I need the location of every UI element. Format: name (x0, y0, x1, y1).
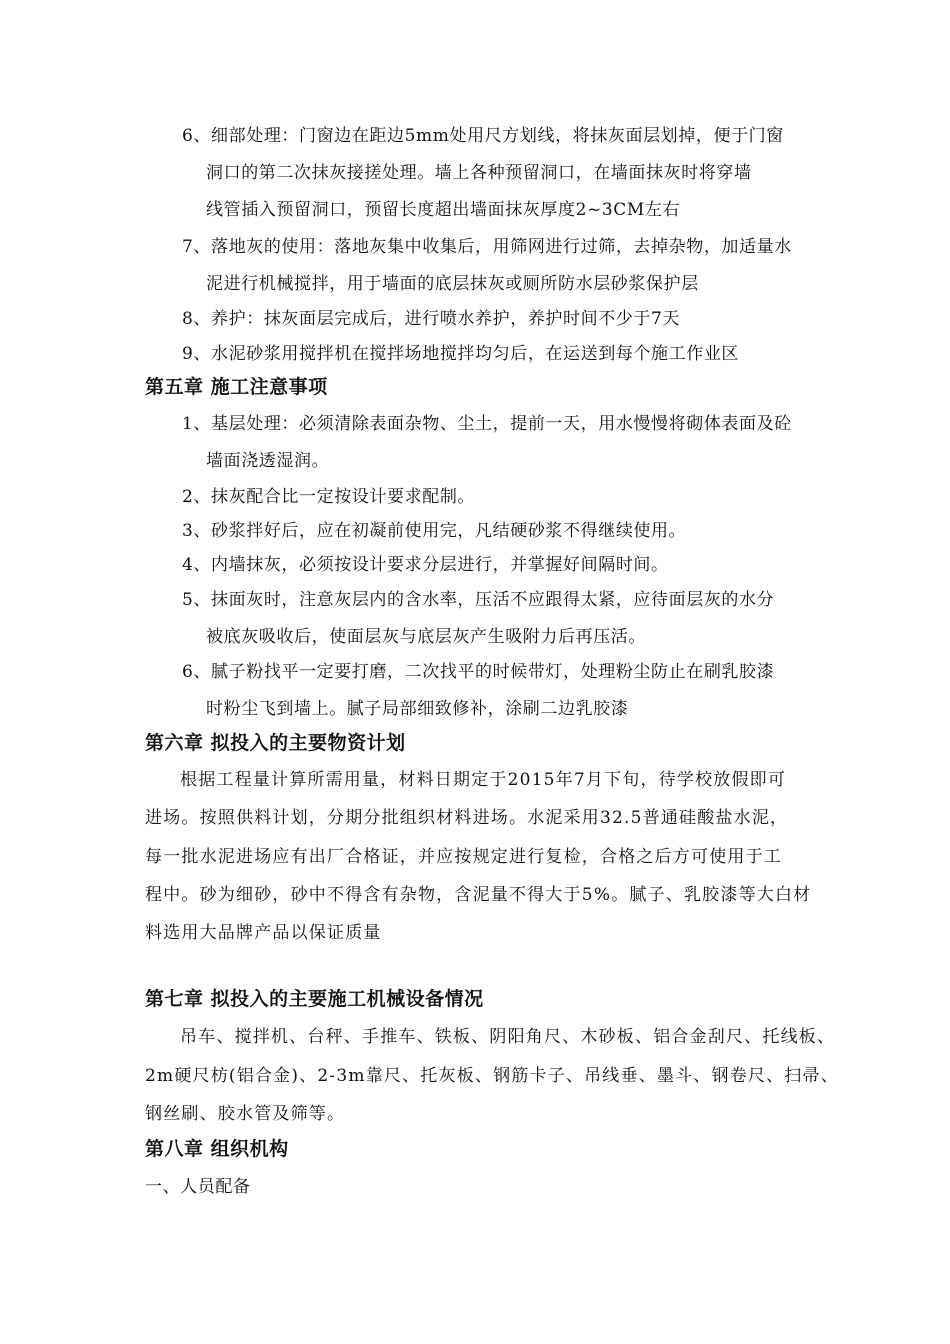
ch6-paragraph-line-3: 每一批水泥进场应有出厂合格证，并应按规定进行复检，合格之后方可使用于工 (145, 847, 782, 867)
ch6-paragraph-line-5: 料选用大品牌产品以保证质量 (145, 923, 382, 943)
ch5-item-5-line-1: 5、抹面灰时，注意灰层内的含水率，压活不应跟得太紧，应待面层灰的水分 (182, 590, 775, 610)
ch6-paragraph-line-1: 根据工程量计算所需用量，材料日期定于2015年7月下旬，待学校放假即可 (180, 770, 787, 790)
ch5-item-2: 2、抹灰配合比一定按设计要求配制。 (182, 487, 476, 507)
chapter-8-heading: 第八章 组织机构 (145, 1138, 289, 1160)
chapter-6-heading: 第六章 拟投入的主要物资计划 (145, 732, 406, 754)
ch5-item-5-line-2: 被底灰吸收后，使面层灰与底层灰产生吸附力后再压活。 (206, 627, 646, 647)
ch8-subheading: 一、人员配备 (145, 1177, 251, 1197)
ch5-item-1-line-2: 墙面浇透湿润。 (206, 451, 330, 471)
ch5-item-4: 4、内墙抹灰，必须按设计要求分层进行，并掌握好间隔时间。 (182, 555, 669, 575)
ch5-item-6-line-2: 时粉尘飞到墙上。腻子局部细致修补，涂刷二边乳胶漆 (206, 699, 629, 719)
ch4-item-7-line-1: 7、落地灰的使用：落地灰集中收集后，用筛网进行过筛，去掉杂物，加适量水 (182, 237, 792, 257)
ch5-item-6-line-1: 6、腻子粉找平一定要打磨，二次找平的时候带灯，处理粉尘防止在刷乳胶漆 (182, 662, 775, 682)
ch5-item-3: 3、砂浆拌好后，应在初凝前使用完，凡结硬砂浆不得继续使用。 (182, 521, 687, 541)
ch4-item-8: 8、养护：抹灰面层完成后，进行喷水养护，养护时间不少于7天 (182, 309, 681, 329)
chapter-7-heading: 第七章 拟投入的主要施工机械设备情况 (145, 988, 484, 1010)
ch7-paragraph-line-3: 钢丝刷、胶水管及筛等。 (145, 1104, 346, 1124)
ch6-paragraph-line-2: 进场。按照供料计划，分期分批组织材料进场。水泥采用32.5普通硅酸盐水泥， (145, 808, 789, 828)
ch4-item-6-line-3: 线管插入预留洞口，预留长度超出墙面抹灰厚度2~3CM左右 (206, 200, 681, 220)
ch5-item-1-line-1: 1、基层处理：必须清除表面杂物、尘土，提前一天，用水慢慢将砌体表面及砼 (182, 414, 792, 434)
ch4-item-6-line-1: 6、细部处理：门窗边在距边5mm处用尺方划线，将抹灰面层划掉，便于门窗 (182, 126, 784, 146)
ch4-item-7-line-2: 泥进行机械搅拌，用于墙面的底层抹灰或厕所防水层砂浆保护层 (206, 274, 699, 294)
ch7-paragraph-line-1: 吊车、搅拌机、台秤、手推车、铁板、阴阳角尺、木砂板、铝合金刮尺、托线板、 (180, 1027, 836, 1047)
ch4-item-6-line-2: 洞口的第二次抹灰接搓处理。墙上各种预留洞口，在墙面抹灰时将穿墙 (206, 163, 752, 183)
chapter-5-heading: 第五章 施工注意事项 (145, 376, 328, 398)
ch4-item-9: 9、水泥砂浆用搅拌机在搅拌场地搅拌均匀后，在运送到每个施工作业区 (182, 344, 740, 364)
ch7-paragraph-line-2: 2m硬尺枋(铝合金)、2-3m靠尺、托灰板、钢筋卡子、吊线垂、墨斗、钢卷尺、扫帚、 (145, 1066, 839, 1086)
ch6-paragraph-line-4: 程中。砂为细砂，砂中不得含有杂物，含泥量不得大于5%。腻子、乳胶漆等大白材 (145, 885, 812, 905)
